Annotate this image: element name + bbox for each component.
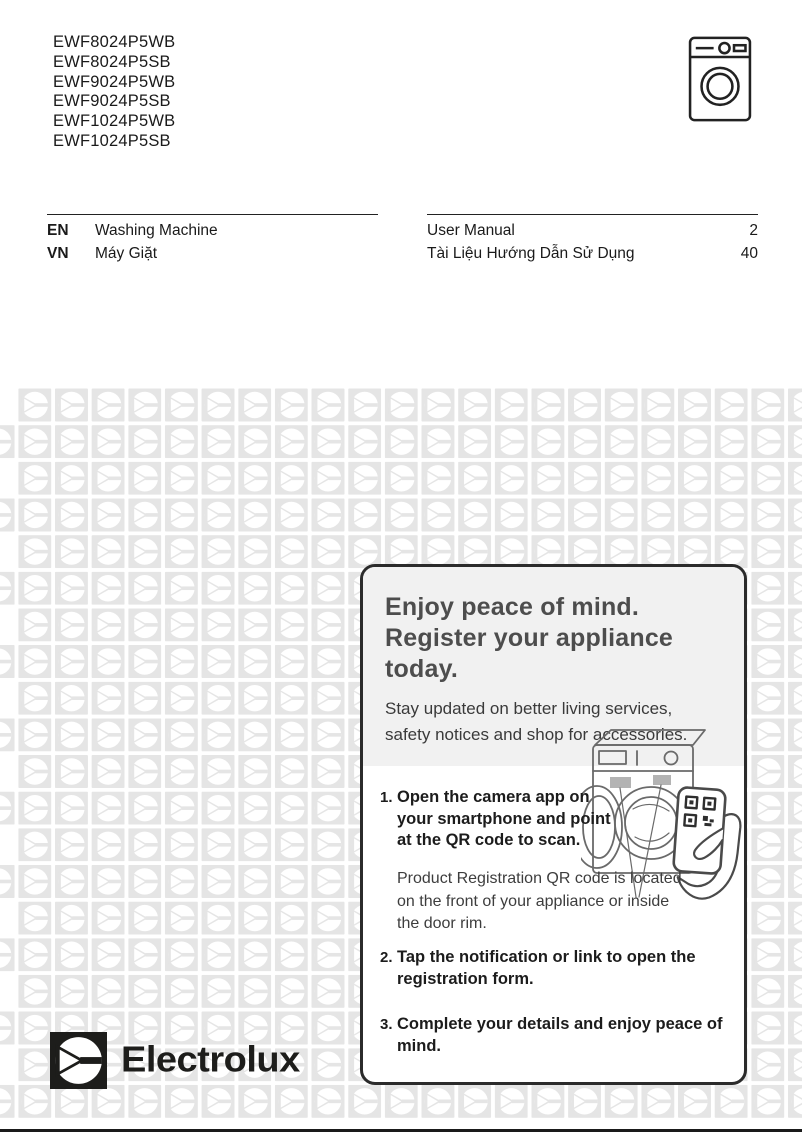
index-row-user-manual (427, 220, 758, 243)
card-subheading-line2: safety notices and shop for accessories. (385, 725, 688, 744)
manual-title: User Manual (427, 222, 515, 239)
step-number: 1. (380, 789, 393, 806)
card-subheading-line1: Stay updated on better living services, (385, 699, 673, 718)
electrolux-logo (50, 1032, 300, 1089)
index-row-en (47, 220, 378, 243)
step-number: 3. (380, 1016, 393, 1033)
registration-card (360, 564, 747, 1085)
model-number-list (53, 33, 175, 152)
index-column-languages (47, 214, 378, 265)
language-code: EN (47, 222, 69, 239)
page-number: 40 (740, 244, 758, 262)
index-row-user-manual-vn (427, 243, 758, 266)
divider (47, 214, 378, 215)
step-1-note: Product Registration QR code is located on the front of your appliance or inside the door rim. (397, 870, 682, 932)
model-number: EWF8024P5SB (53, 52, 171, 71)
card-heading (385, 592, 722, 685)
model-number: EWF8024P5WB (53, 33, 176, 51)
card-heading-line1: Enjoy peace of mind. (385, 593, 640, 621)
step-text: Tap the notification or link to open the registration form. (397, 948, 696, 988)
step-number: 2. (380, 949, 393, 966)
electrolux-symbol-icon (50, 1032, 107, 1089)
document-title: Washing Machine (95, 222, 218, 239)
footer-divider-line (0, 1129, 802, 1132)
model-number: EWF9024P5WB (53, 72, 176, 91)
step-text: Complete your details and enjoy peace of mind. (397, 1015, 723, 1055)
card-heading-line2: Register your appliance today. (385, 624, 674, 683)
electrolux-wordmark: Electrolux (121, 1039, 300, 1081)
page-number: 2 (749, 222, 758, 239)
index-row-vn (47, 243, 378, 266)
step-1 (380, 787, 612, 852)
washing-machine-icon (688, 36, 752, 127)
model-number: EWF9024P5SB (53, 92, 171, 111)
model-number: EWF1024P5WB (53, 112, 176, 131)
step-text: Open the camera app on your smartphone and point at the QR code to scan. (397, 788, 611, 849)
step-3 (380, 1014, 728, 1057)
divider (427, 214, 758, 215)
document-title: Máy Giặt (95, 244, 158, 262)
manual-title: Tài Liệu Hướng Dẫn Sử Dụng (427, 244, 635, 262)
step-2 (380, 947, 728, 990)
model-number: EWF1024P5SB (53, 131, 171, 150)
language-code: VN (47, 244, 69, 262)
index-column-manuals (427, 214, 758, 265)
